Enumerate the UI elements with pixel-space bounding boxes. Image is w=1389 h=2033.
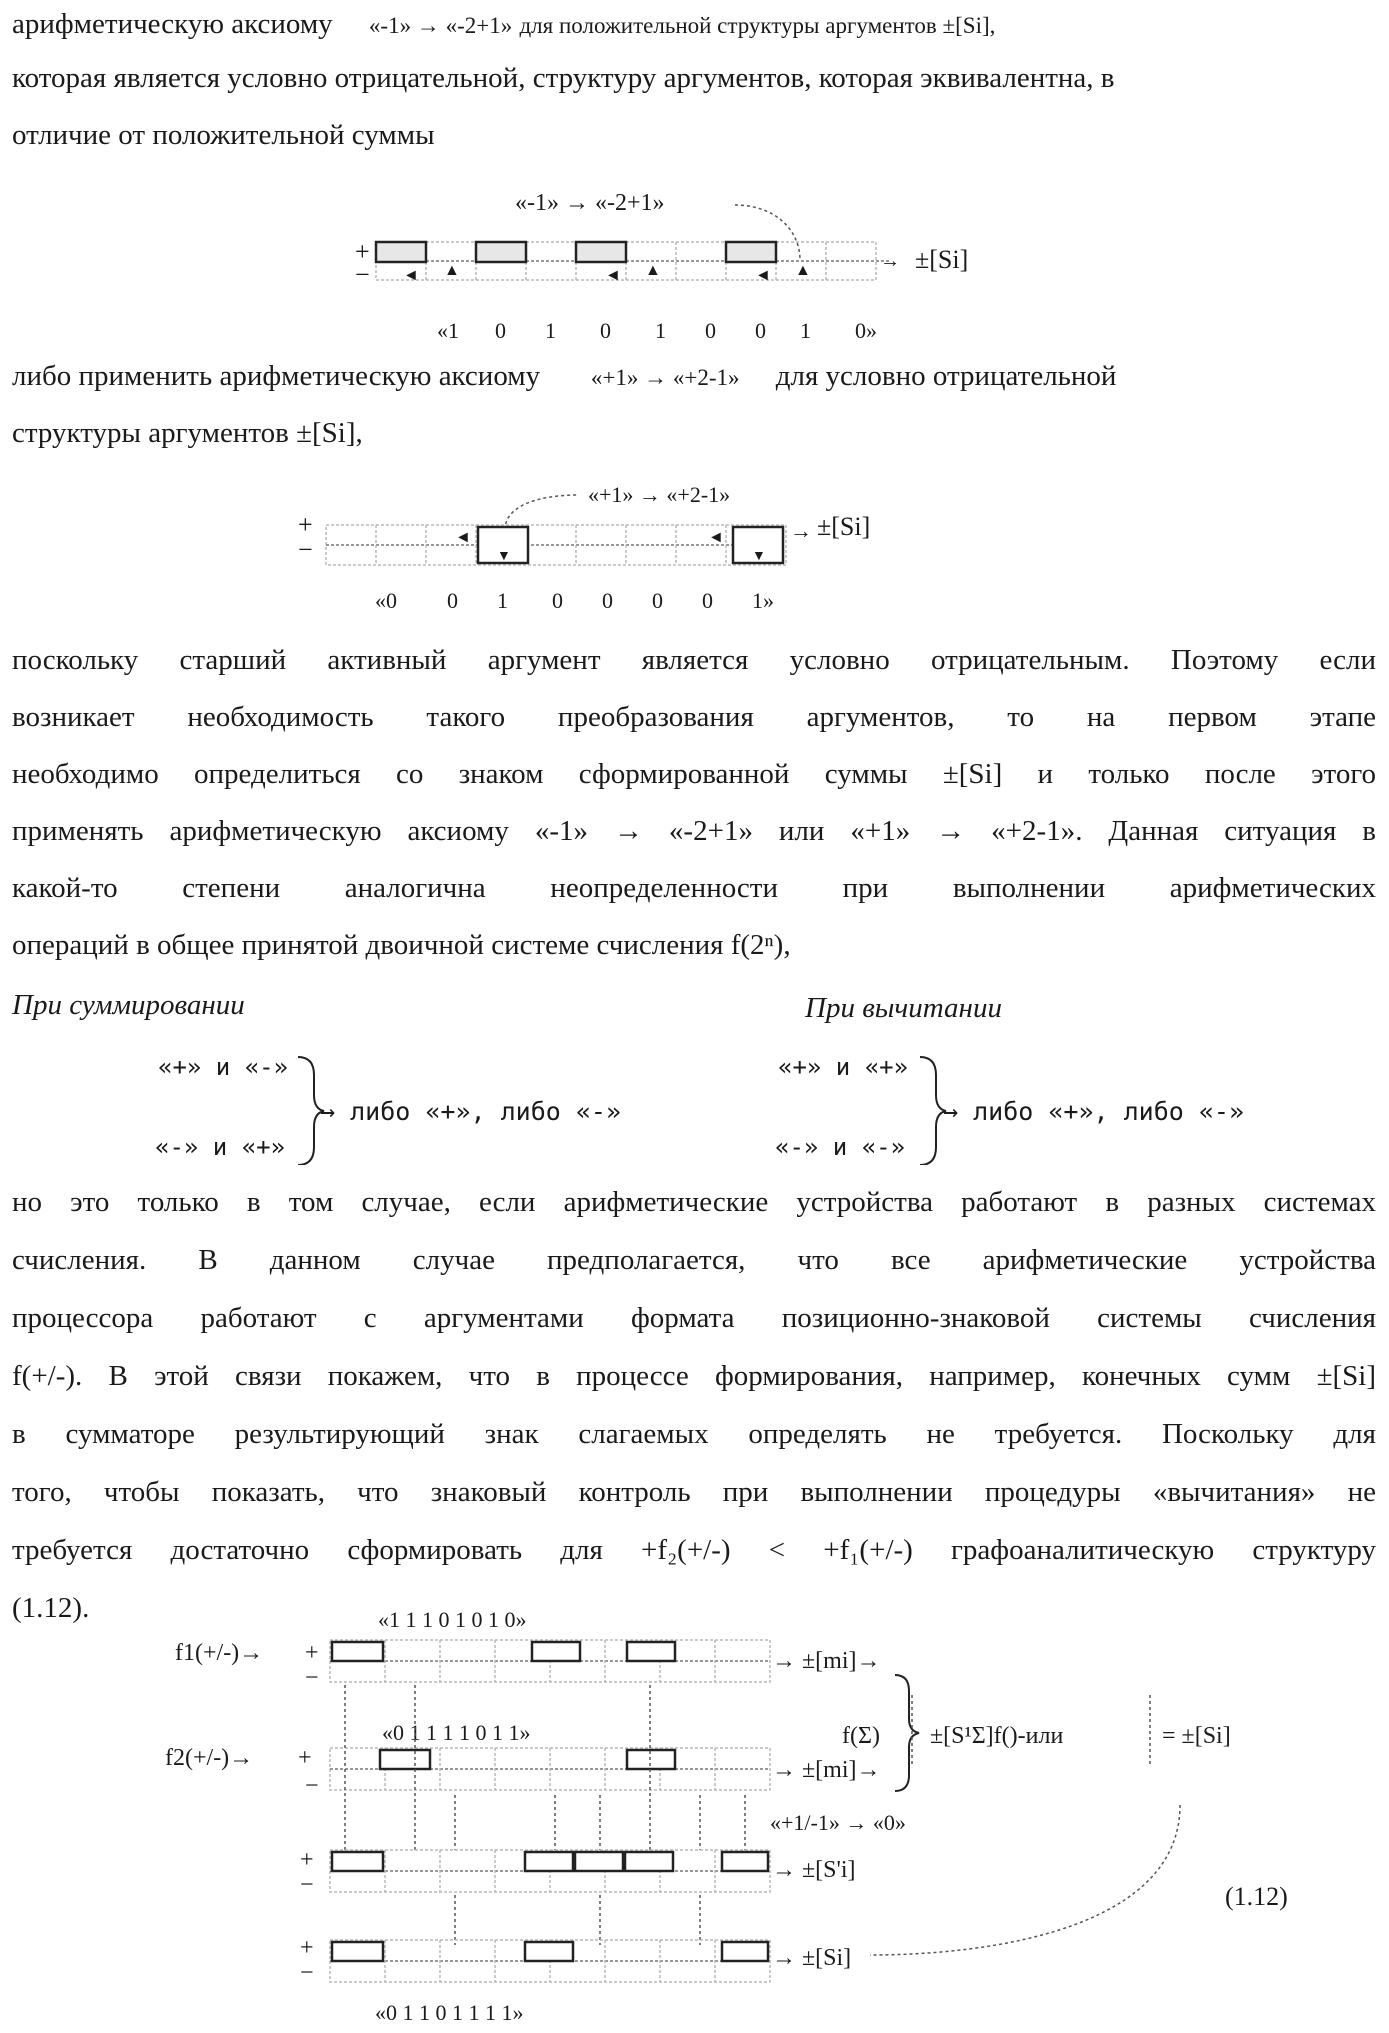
diagram-1-axiom: «-1» → «-2+1» [515, 190, 665, 216]
feedback-curve [870, 1805, 1180, 1955]
brace-text: ±[S¹Σ]f()-или [930, 1723, 1063, 1749]
sub-title: При вычитании [805, 988, 1205, 1028]
svg-text:▼: ▼ [752, 549, 766, 564]
equals-si: = ±[Si] [1162, 1723, 1231, 1749]
svg-text:0: 0 [652, 588, 663, 613]
svg-text:0: 0 [600, 318, 611, 343]
paragraph-3-line-6: операций в общее принятой двоичной системе счисления f(2ⁿ), [12, 925, 1376, 965]
svg-text:▲: ▲ [645, 262, 661, 279]
paragraph-1-line-2: которая является условно отрицательной, структуру аргументов, которая эквивалентна, в [12, 58, 1376, 98]
paragraph-2-line-2: структуры аргументов ±[Si], [12, 413, 1376, 453]
row2-minus: − [305, 1773, 319, 1799]
diagram-2-output: ±[Si] [817, 512, 870, 541]
paragraph-2-line-1: либо применить арифметическую аксиому «+1» → «+2-1» для условно отрицательной [12, 356, 1376, 398]
diagram-1-bits [437, 318, 877, 343]
diagram-1 [0, 180, 1389, 345]
svg-text:0: 0 [705, 318, 716, 343]
paragraph-4-line-4: f(+/-). В этой связи покажем, что в процессе формирования, например, конечных сумм ±[Si] [12, 1356, 1376, 1396]
svg-text:0: 0 [552, 588, 563, 613]
svg-text:1»: 1» [752, 588, 774, 613]
diagram-2-bits [375, 588, 774, 613]
diagram-1-minus: − [355, 260, 370, 289]
diagram-1-register [376, 242, 900, 284]
svg-text:→: → [880, 250, 900, 272]
svg-text:0: 0 [702, 588, 713, 613]
paragraph-1-line-1: арифметическую аксиому «-1» → «-2+1» для положительной структуры аргументов ±[Si], [12, 4, 1376, 46]
diagram-2-register [326, 518, 812, 565]
svg-text:0: 0 [495, 318, 506, 343]
svg-text:◄: ◄ [755, 267, 771, 284]
paragraph-4-line-6: того, чтобы показать, что знаковый контроль при выполнении процедуры «вычитания» не [12, 1472, 1376, 1512]
axiom-label: «+1/-1» → «0» [770, 1810, 906, 1835]
row4-bits: «0 1 1 0 1 1 1 1» [375, 2000, 524, 2025]
sum-title: При суммировании [12, 985, 1376, 1025]
sub-bottom: «-» и «-» [775, 1133, 905, 1161]
paragraph-4-line-7: требуется достаточно сформировать для +f₂(+/-) < +f₁(+/-) графоаналитическую структуру [12, 1530, 1376, 1570]
right-brace [895, 1675, 919, 1791]
svg-text:→: → [790, 518, 812, 543]
paragraph-4-line-1: но это только в том случае, если арифметические устройства работают в разных системах [12, 1182, 1376, 1222]
row3-minus: − [300, 1872, 314, 1898]
sub-top: «+» и «+» [778, 1053, 908, 1081]
paragraph-3-line-2: возникает необходимость такого преобразования аргументов, то на первом этапе [12, 697, 1376, 737]
svg-text:0: 0 [447, 588, 458, 613]
row2-label: f2(+/-)→ [165, 1745, 253, 1771]
svg-text:1: 1 [655, 318, 666, 343]
svg-text:◄: ◄ [605, 267, 621, 284]
svg-text:▲: ▲ [795, 262, 811, 279]
sign-cases [0, 1045, 1389, 1165]
diagram-1-12 [0, 1605, 1389, 2033]
svg-text:◄: ◄ [455, 529, 471, 546]
row1-label: f1(+/-)→ [175, 1640, 263, 1666]
row1-out: → ±[mi]→ [772, 1648, 881, 1674]
svg-text:«1: «1 [437, 318, 459, 343]
diagram-1-plus: + [355, 237, 370, 266]
row2-plus: + [298, 1745, 312, 1771]
row4-plus: + [300, 1935, 314, 1961]
diagram-2-axiom: «+1» → «+2-1» [588, 482, 730, 507]
row3-register [330, 1850, 770, 1892]
svg-text:0»: 0» [855, 318, 877, 343]
svg-text:0: 0 [755, 318, 766, 343]
row4-register [330, 1940, 770, 1982]
row2-register [330, 1748, 770, 1790]
paragraph-3-line-3: необходимо определиться со знаком сформированной суммы ±[Si] и только после этого [12, 754, 1376, 794]
paragraph-4-line-3: процессора работают с аргументами формата позиционно-знаковой системы счисления [12, 1298, 1376, 1338]
sum-result: → либо «+», либо «-» [320, 1097, 621, 1126]
diagram-2-minus: − [298, 535, 313, 564]
row2-out: → ±[mi]→ [772, 1757, 881, 1783]
sum-top: «+» и «-» [158, 1053, 288, 1081]
diagram-1-output: ±[Si] [915, 245, 968, 274]
equation-number: (1.12) [1225, 1882, 1288, 1911]
row4-minus: − [300, 1960, 314, 1986]
svg-text:▼: ▼ [497, 549, 511, 564]
diagram-2-plus: + [298, 510, 313, 539]
svg-text:0: 0 [602, 588, 613, 613]
diagram-2 [0, 470, 1389, 620]
row1-plus: + [305, 1640, 319, 1666]
svg-text:1: 1 [545, 318, 556, 343]
sum-bottom: «-» и «+» [155, 1133, 285, 1161]
sub-result: → либо «+», либо «-» [943, 1097, 1244, 1126]
paragraph-3-line-4: применять арифметическую аксиому «-1» → «-2+1» или «+1» → «+2-1». Данная ситуация в [12, 811, 1376, 851]
row4-out: → ±[Si] [772, 1945, 851, 1971]
row3-out: → ±[S'i] [772, 1857, 856, 1883]
svg-text:1: 1 [497, 588, 508, 613]
paragraph-4-line-8: (1.12). [12, 1588, 1376, 1628]
row1-register [330, 1640, 770, 1682]
paragraph-1-line-3: отличие от положительной суммы [12, 115, 1376, 155]
f-sigma: f(Σ) [842, 1723, 880, 1749]
svg-text:1: 1 [800, 318, 811, 343]
svg-text:▲: ▲ [444, 262, 460, 279]
paragraph-3-line-5: какой-то степени аналогична неопределенности при выполнении арифметических [12, 868, 1376, 908]
paragraph-4-line-2: счисления. В данном случае предполагается, что все арифметические устройства [12, 1240, 1376, 1280]
row1-bits: «1 1 1 0 1 0 1 0» [378, 1607, 527, 1632]
svg-text:◄: ◄ [403, 267, 419, 284]
svg-text:◄: ◄ [708, 529, 724, 546]
row2-bits: «0 1 1 1 1 0 1 1» [382, 1720, 531, 1745]
row3-plus: + [300, 1847, 314, 1873]
document-page [0, 0, 1389, 2033]
paragraph-4-line-5: в сумматоре результирующий знак слагаемых определять не требуется. Поскольку для [12, 1414, 1376, 1454]
row1-minus: − [305, 1665, 319, 1691]
svg-text:«0: «0 [375, 588, 397, 613]
paragraph-3-line-1: поскольку старший активный аргумент является условно отрицательным. Поэтому если [12, 640, 1376, 680]
